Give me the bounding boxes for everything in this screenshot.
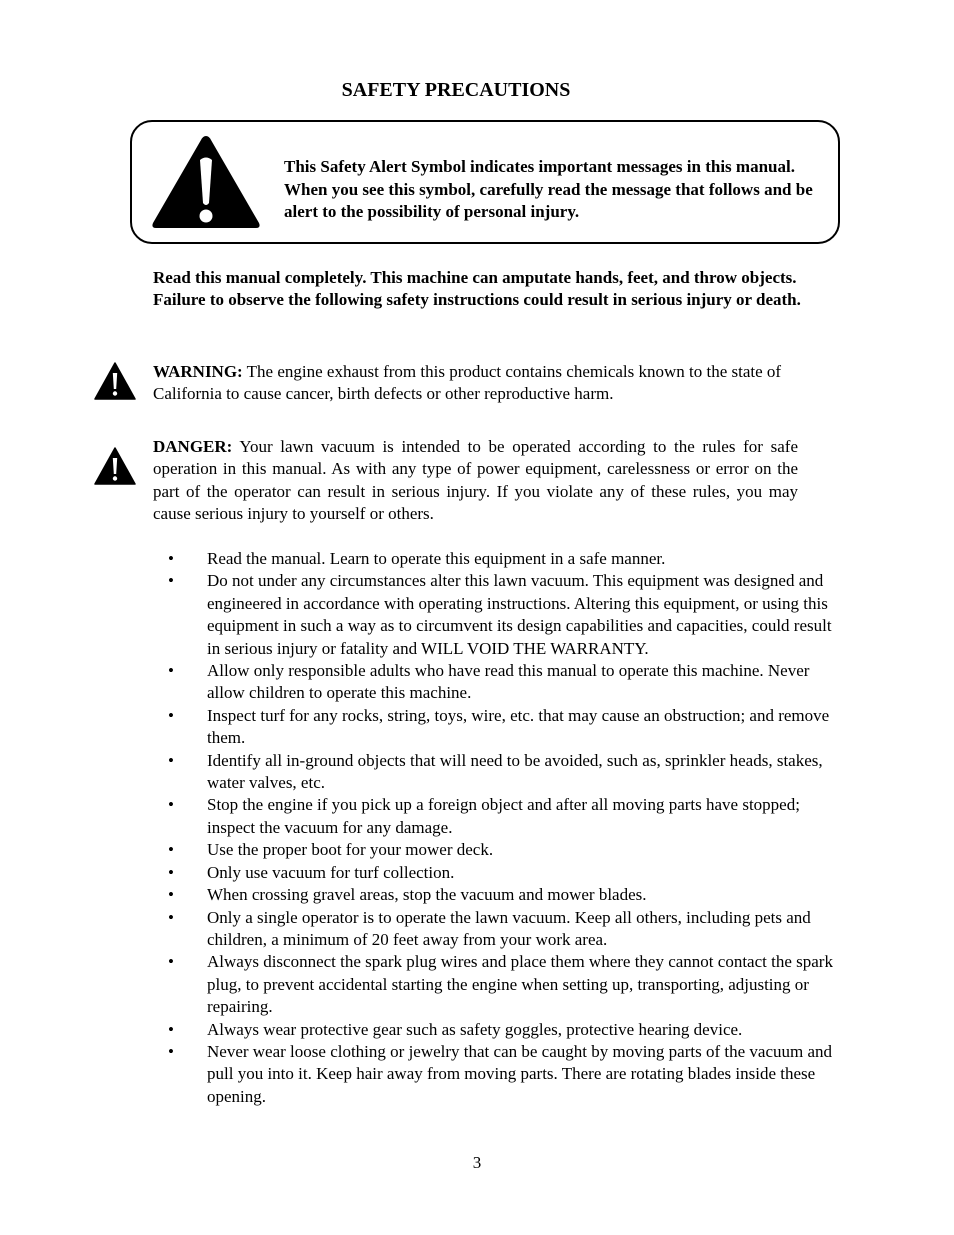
list-item: • Do not under any circumstances alter this lawn vacuum. This equipment was designed and engineered in accordance with operating instructions. Altering this equipment, or using this equipment in such a way as to circumvent its design capabilities and capacities, could result in serious injury or fatality and WILL VOID THE WARRANTY. [153,570,848,660]
list-item: • Only use vacuum for turf collection. [153,862,848,884]
danger-label: DANGER: [153,437,233,456]
warning-triangle-icon [94,362,136,400]
warning-label: WARNING: [153,362,243,381]
safety-rules-list [153,548,848,1108]
page-title: SAFETY PRECAUTIONS [341,79,571,101]
list-item: • Identify all in-ground objects that will need to be avoided, such as, sprinkler heads, stakes, water valves, etc. [153,750,848,795]
list-item: • Stop the engine if you pick up a foreign object and after all moving parts have stopped; inspect the vacuum for any damage. [153,794,848,839]
page-number: 3 [472,1153,482,1172]
danger-text: Your lawn vacuum is intended to be operated according to the rules for safe operation in this manual. As with any type of power equipment, carelessness or error on the part of the operator can result in serious injury. If you violate any of these rules, you may cause serious injury to yourself or others. [153,437,798,524]
safety-alert-box [130,120,840,244]
danger-notice [153,436,798,526]
list-item: • Always wear protective gear such as safety goggles, protective hearing device. [153,1019,848,1041]
safety-alert-text: This Safety Alert Symbol indicates important messages in this manual. When you see this symbol, carefully read the message that follows and be alert to the possibility of personal injury. [284,157,813,221]
list-item: • Read the manual. Learn to operate this equipment in a safe manner. [153,548,848,570]
list-item: • Inspect turf for any rocks, string, toys, wire, etc. that may cause an obstruction; and remove them. [153,705,848,750]
intro-warning-text: Read this manual completely. This machine can amputate hands, feet, and throw objects. Failure to observe the following safety instructions could result in serious injury or death. [153,268,801,310]
warning-text: The engine exhaust from this product contains chemicals known to the state of California to cause cancer, birth defects or other reproductive harm. [153,362,782,404]
list-item: • When crossing gravel areas, stop the vacuum and mower blades. [153,884,848,906]
list-item: • Allow only responsible adults who have read this manual to operate this machine. Never allow children to operate this machine. [153,660,848,705]
list-item: • Always disconnect the spark plug wires and place them where they cannot contact the spark plug, to prevent accidental starting the engine when setting up, transporting, adjusting or repairing. [153,951,848,1018]
list-item: • Only a single operator is to operate the lawn vacuum. Keep all others, including pets and children, a minimum of 20 feet away from your work area. [153,907,848,952]
warning-triangle-icon [94,447,136,485]
safety-alert-triangle-icon [150,133,262,231]
list-item: • Never wear loose clothing or jewelry that can be caught by moving parts of the vacuum and pull you into it. Keep hair away from moving parts. There are rotating blades inside these opening. [153,1041,848,1108]
warning-notice [153,361,798,406]
list-item: • Use the proper boot for your mower deck. [153,839,848,861]
